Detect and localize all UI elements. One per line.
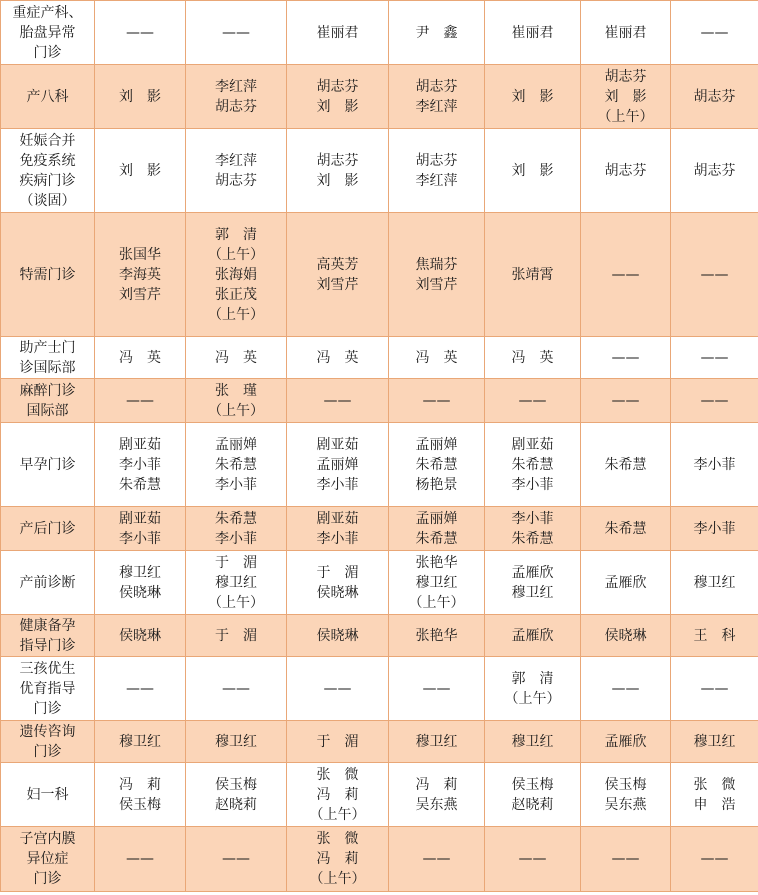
doctor-cell: —— (485, 379, 581, 423)
table-row (1, 507, 758, 551)
doctor-cell: —— (186, 657, 287, 721)
doctor-cell: 张 微 冯 莉 （上午） (287, 827, 389, 892)
department-cell: 健康备孕 指导门诊 (1, 615, 95, 657)
department-cell: 重症产科、 胎盘异常 门诊 (1, 1, 95, 65)
table-row (1, 337, 758, 379)
doctor-cell: 穆卫红 侯晓琳 (95, 551, 186, 615)
doctor-cell: 孟丽婵 朱希慧 李小菲 (186, 423, 287, 507)
doctor-cell: 穆卫红 (671, 551, 758, 615)
doctor-cell: 孟丽婵 朱希慧 (389, 507, 485, 551)
table-row (1, 129, 758, 213)
doctor-cell: 张靖霄 (485, 213, 581, 337)
doctor-cell: 冯 英 (95, 337, 186, 379)
doctor-cell: 朱希慧 (581, 423, 671, 507)
doctor-cell: —— (95, 1, 186, 65)
doctor-cell: —— (95, 379, 186, 423)
doctor-cell: 胡志芬 李红萍 (389, 65, 485, 129)
department-cell: 三孩优生 优育指导 门诊 (1, 657, 95, 721)
doctor-cell: 焦瑞芬 刘雪芹 (389, 213, 485, 337)
doctor-cell: 胡志芬 刘 影 (287, 65, 389, 129)
table-row (1, 827, 758, 892)
doctor-cell: 崔丽君 (287, 1, 389, 65)
doctor-cell: 刘 影 (485, 65, 581, 129)
doctor-cell: 冯 英 (186, 337, 287, 379)
doctor-cell: —— (671, 379, 758, 423)
doctor-cell: 穆卫红 (95, 721, 186, 763)
doctor-cell: —— (671, 337, 758, 379)
doctor-cell: 于 湄 (287, 721, 389, 763)
doctor-cell: —— (581, 337, 671, 379)
doctor-cell: 剧亚茹 朱希慧 李小菲 (485, 423, 581, 507)
department-cell: 产前诊断 (1, 551, 95, 615)
table-row (1, 379, 758, 423)
doctor-cell: —— (389, 657, 485, 721)
table-row (1, 1, 758, 65)
table-row (1, 65, 758, 129)
doctor-cell: 剧亚茹 孟丽婵 李小菲 (287, 423, 389, 507)
doctor-cell: 侯玉梅 吴东燕 (581, 763, 671, 827)
doctor-cell: 张艳华 (389, 615, 485, 657)
doctor-cell: —— (186, 1, 287, 65)
doctor-cell: 朱希慧 (581, 507, 671, 551)
doctor-cell: 刘 影 (95, 129, 186, 213)
doctor-cell: 高英芳 刘雪芹 (287, 213, 389, 337)
doctor-cell: 刘 影 (95, 65, 186, 129)
table-row (1, 423, 758, 507)
department-cell: 产后门诊 (1, 507, 95, 551)
doctor-cell: 侯晓琳 (581, 615, 671, 657)
doctor-cell: 李小菲 (671, 423, 758, 507)
doctor-cell: 冯 英 (389, 337, 485, 379)
doctor-cell: 郭 清 （上午） 张海娟 张正茂 （上午） (186, 213, 287, 337)
doctor-cell: 张 微 申 浩 (671, 763, 758, 827)
doctor-cell: 穆卫红 (389, 721, 485, 763)
doctor-cell: —— (389, 827, 485, 892)
doctor-cell: 胡志芬 (671, 129, 758, 213)
doctor-cell: 郭 清 （上午） (485, 657, 581, 721)
doctor-cell: 于 湄 (186, 615, 287, 657)
department-cell: 麻醉门诊 国际部 (1, 379, 95, 423)
doctor-cell: 侯玉梅 赵晓莉 (186, 763, 287, 827)
department-cell: 遗传咨询 门诊 (1, 721, 95, 763)
doctor-cell: 穆卫红 (186, 721, 287, 763)
doctor-cell: 孟雁欣 (581, 721, 671, 763)
doctor-cell: 侯晓琳 (287, 615, 389, 657)
doctor-cell: 剧亚茹 李小菲 (95, 507, 186, 551)
doctor-cell: 张 微 冯 莉 （上午） (287, 763, 389, 827)
doctor-cell: 冯 莉 侯玉梅 (95, 763, 186, 827)
doctor-cell: 侯晓琳 (95, 615, 186, 657)
doctor-cell: —— (389, 379, 485, 423)
doctor-cell: 胡志芬 李红萍 (389, 129, 485, 213)
doctor-cell: 刘 影 (485, 129, 581, 213)
schedule-body (1, 1, 758, 892)
doctor-cell: 冯 英 (485, 337, 581, 379)
doctor-cell: —— (581, 379, 671, 423)
doctor-cell: 剧亚茹 李小菲 朱希慧 (95, 423, 186, 507)
table-row (1, 551, 758, 615)
department-cell: 特需门诊 (1, 213, 95, 337)
table-row (1, 721, 758, 763)
doctor-cell: 王 科 (671, 615, 758, 657)
doctor-cell: 胡志芬 刘 影 (287, 129, 389, 213)
doctor-cell: —— (581, 827, 671, 892)
doctor-cell: 李小菲 朱希慧 (485, 507, 581, 551)
doctor-cell: 崔丽君 (485, 1, 581, 65)
department-cell: 子宫内膜 异位症 门诊 (1, 827, 95, 892)
doctor-cell: 孟雁欣 (581, 551, 671, 615)
doctor-cell: 胡志芬 (671, 65, 758, 129)
doctor-cell: —— (581, 657, 671, 721)
doctor-cell: —— (186, 827, 287, 892)
doctor-cell: —— (671, 657, 758, 721)
doctor-cell: 张艳华 穆卫红 （上午） (389, 551, 485, 615)
doctor-cell: 胡志芬 刘 影 （上午） (581, 65, 671, 129)
doctor-cell: 于 湄 穆卫红 （上午） (186, 551, 287, 615)
doctor-cell: 崔丽君 (581, 1, 671, 65)
department-cell: 早孕门诊 (1, 423, 95, 507)
doctor-cell: —— (95, 657, 186, 721)
doctor-cell: —— (485, 827, 581, 892)
doctor-cell: 冯 英 (287, 337, 389, 379)
doctor-cell: 尹 鑫 (389, 1, 485, 65)
doctor-cell: —— (671, 1, 758, 65)
doctor-cell: 侯玉梅 赵晓莉 (485, 763, 581, 827)
doctor-cell: —— (287, 379, 389, 423)
table-row (1, 763, 758, 827)
doctor-cell: 孟丽婵 朱希慧 杨艳景 (389, 423, 485, 507)
department-cell: 助产士门 诊国际部 (1, 337, 95, 379)
doctor-cell: 李小菲 (671, 507, 758, 551)
doctor-cell: 孟雁欣 (485, 615, 581, 657)
doctor-cell: 穆卫红 (671, 721, 758, 763)
doctor-cell: —— (671, 213, 758, 337)
table-row (1, 615, 758, 657)
doctor-cell: 胡志芬 (581, 129, 671, 213)
doctor-cell: 于 湄 侯晓琳 (287, 551, 389, 615)
doctor-cell: 张国华 李海英 刘雪芹 (95, 213, 186, 337)
doctor-cell: 李红萍 胡志芬 (186, 65, 287, 129)
department-cell: 妊娠合并 免疫系统 疾病门诊 （谈固） (1, 129, 95, 213)
doctor-cell: 张 瑾 （上午） (186, 379, 287, 423)
doctor-cell: 剧亚茹 李小菲 (287, 507, 389, 551)
table-row (1, 657, 758, 721)
doctor-cell: —— (287, 657, 389, 721)
doctor-cell: 孟雁欣 穆卫红 (485, 551, 581, 615)
doctor-cell: —— (581, 213, 671, 337)
doctor-cell: —— (671, 827, 758, 892)
doctor-cell: 李红萍 胡志芬 (186, 129, 287, 213)
doctor-cell: 冯 莉 吴东燕 (389, 763, 485, 827)
table-row (1, 213, 758, 337)
doctor-cell: 朱希慧 李小菲 (186, 507, 287, 551)
department-cell: 产八科 (1, 65, 95, 129)
doctor-cell: —— (95, 827, 186, 892)
doctor-cell: 穆卫红 (485, 721, 581, 763)
department-cell: 妇一科 (1, 763, 95, 827)
